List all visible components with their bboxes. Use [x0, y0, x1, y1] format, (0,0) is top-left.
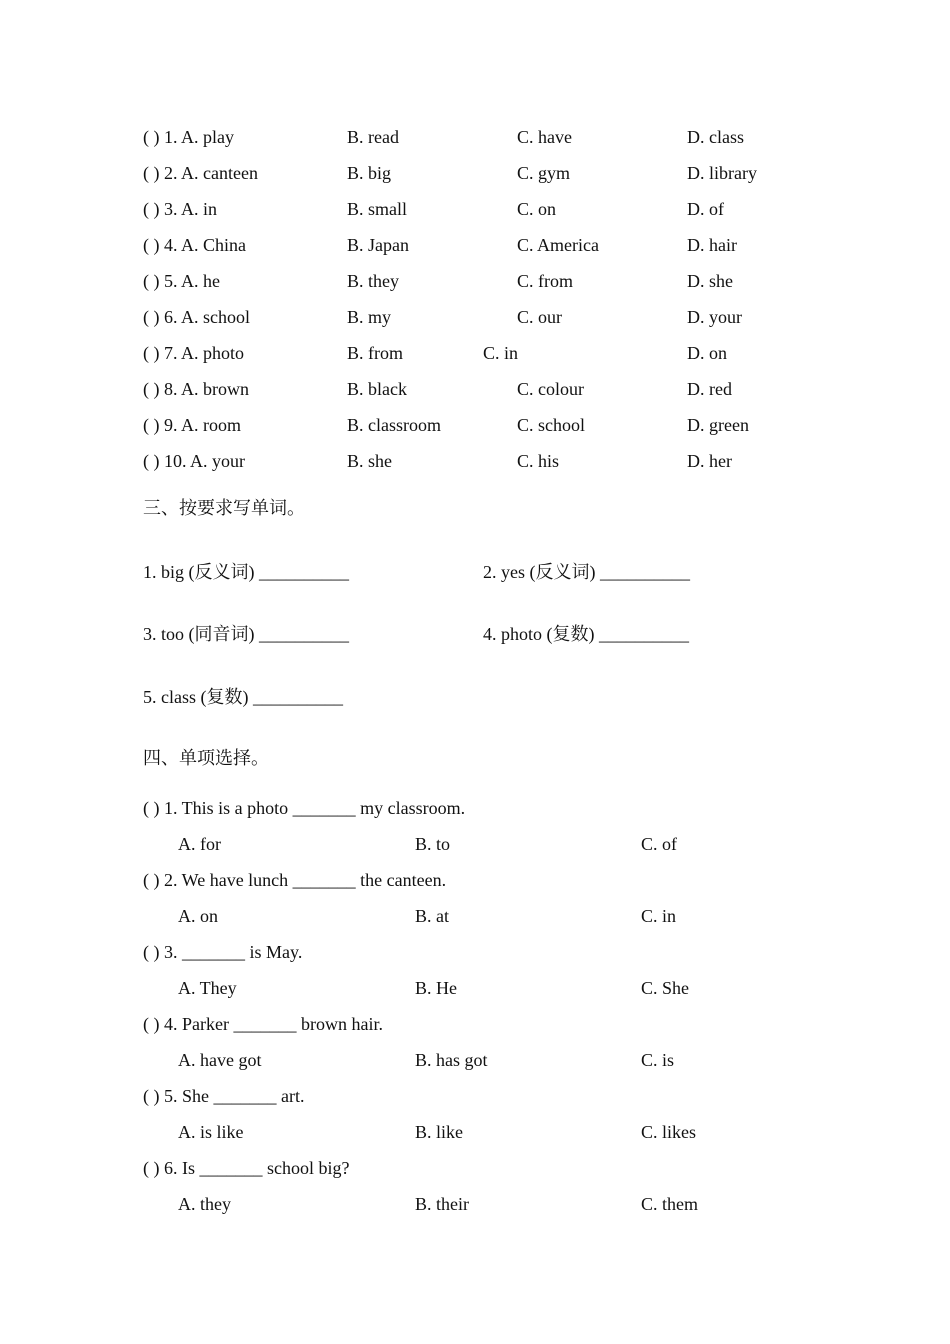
option-b: B. big — [347, 163, 392, 183]
choice-row — [0, 303, 950, 331]
option-b: B. classroom — [347, 415, 441, 435]
option-d: D. green — [687, 415, 749, 435]
question-number-option-a: ( ) 2. A. canteen — [143, 163, 258, 183]
option-b: B. she — [347, 451, 392, 471]
mc-option-c: C. in — [641, 906, 677, 926]
mc-option-b: B. at — [415, 906, 449, 926]
option-c: C. have — [517, 127, 572, 147]
question-number-option-a: ( ) 6. A. school — [143, 307, 250, 327]
option-c: C. our — [517, 307, 562, 327]
mc-option-b: B. like — [415, 1122, 463, 1142]
choice-row — [0, 447, 950, 475]
mc-question-stem: ( ) 1. This is a photo _______ my classroom. — [143, 798, 466, 818]
option-c: C. from — [517, 271, 573, 291]
option-b: B. read — [347, 127, 399, 147]
option-b: B. my — [347, 307, 392, 327]
option-c: C. in — [483, 343, 519, 363]
mc-option-c: C. is — [641, 1050, 675, 1070]
option-c: C. school — [517, 415, 586, 435]
choice-row — [0, 195, 950, 223]
mc-option-c: C. She — [641, 978, 690, 998]
mc-option-b: B. has got — [415, 1050, 488, 1070]
choice-row — [0, 411, 950, 439]
option-d: D. she — [687, 271, 733, 291]
question-number-option-a: ( ) 3. A. in — [143, 199, 217, 219]
mc-question-stem: ( ) 4. Parker _______ brown hair. — [143, 1014, 383, 1034]
choice-row — [0, 159, 950, 187]
option-d: D. her — [687, 451, 732, 471]
choice-row — [0, 339, 950, 367]
option-d: D. class — [687, 127, 744, 147]
mc-option-a: A. is like — [178, 1122, 244, 1142]
option-b: B. black — [347, 379, 407, 399]
word-task-item: 3. too (同音词) __________ — [143, 624, 349, 644]
question-number-option-a: ( ) 1. A. play — [143, 127, 234, 147]
option-b: B. small — [347, 199, 408, 219]
question-number-option-a: ( ) 7. A. photo — [143, 343, 244, 363]
option-d: D. on — [687, 343, 727, 363]
option-c: C. gym — [517, 163, 571, 183]
choice-row — [0, 231, 950, 259]
option-d: D. of — [687, 199, 724, 219]
option-c: C. his — [517, 451, 560, 471]
option-d: D. hair — [687, 235, 737, 255]
mc-option-a: A. they — [178, 1194, 231, 1214]
mc-option-b: B. He — [415, 978, 457, 998]
option-c: C. America — [517, 235, 599, 255]
section-four-title: 四、单项选择。 — [143, 748, 269, 769]
mc-option-a: A. have got — [178, 1050, 262, 1070]
mc-question-stem: ( ) 2. We have lunch _______ the canteen. — [143, 870, 447, 890]
option-b: B. Japan — [347, 235, 409, 255]
mc-option-c: C. likes — [641, 1122, 697, 1142]
word-task-item: 2. yes (反义词) __________ — [483, 562, 690, 582]
word-task-item: 5. class (复数) __________ — [143, 687, 343, 707]
option-c: C. colour — [517, 379, 584, 399]
choice-row — [0, 267, 950, 295]
mc-question-stem: ( ) 5. She _______ art. — [143, 1086, 305, 1106]
mc-question-stem: ( ) 3. _______ is May. — [143, 942, 303, 962]
choice-row — [0, 123, 950, 151]
mc-question-stem: ( ) 6. Is _______ school big? — [143, 1158, 350, 1178]
mc-option-c: C. them — [641, 1194, 698, 1214]
question-number-option-a: ( ) 4. A. China — [143, 235, 246, 255]
mc-option-a: A. on — [178, 906, 218, 926]
option-d: D. library — [687, 163, 757, 183]
mc-option-c: C. of — [641, 834, 677, 854]
mc-option-b: B. their — [415, 1194, 469, 1214]
question-number-option-a: ( ) 5. A. he — [143, 271, 220, 291]
option-d: D. your — [687, 307, 742, 327]
word-task-item: 4. photo (复数) __________ — [483, 624, 689, 644]
mc-option-a: A. They — [178, 978, 237, 998]
question-number-option-a: ( ) 9. A. room — [143, 415, 241, 435]
question-number-option-a: ( ) 8. A. brown — [143, 379, 249, 399]
question-number-option-a: ( ) 10. A. your — [143, 451, 245, 471]
choice-row — [0, 375, 950, 403]
option-c: C. on — [517, 199, 557, 219]
option-b: B. they — [347, 271, 399, 291]
option-d: D. red — [687, 379, 732, 399]
word-task-item: 1. big (反义词) __________ — [143, 562, 349, 582]
section-three-title: 三、按要求写单词。 — [143, 498, 305, 519]
mc-option-b: B. to — [415, 834, 451, 854]
option-b: B. from — [347, 343, 403, 363]
mc-option-a: A. for — [178, 834, 221, 854]
